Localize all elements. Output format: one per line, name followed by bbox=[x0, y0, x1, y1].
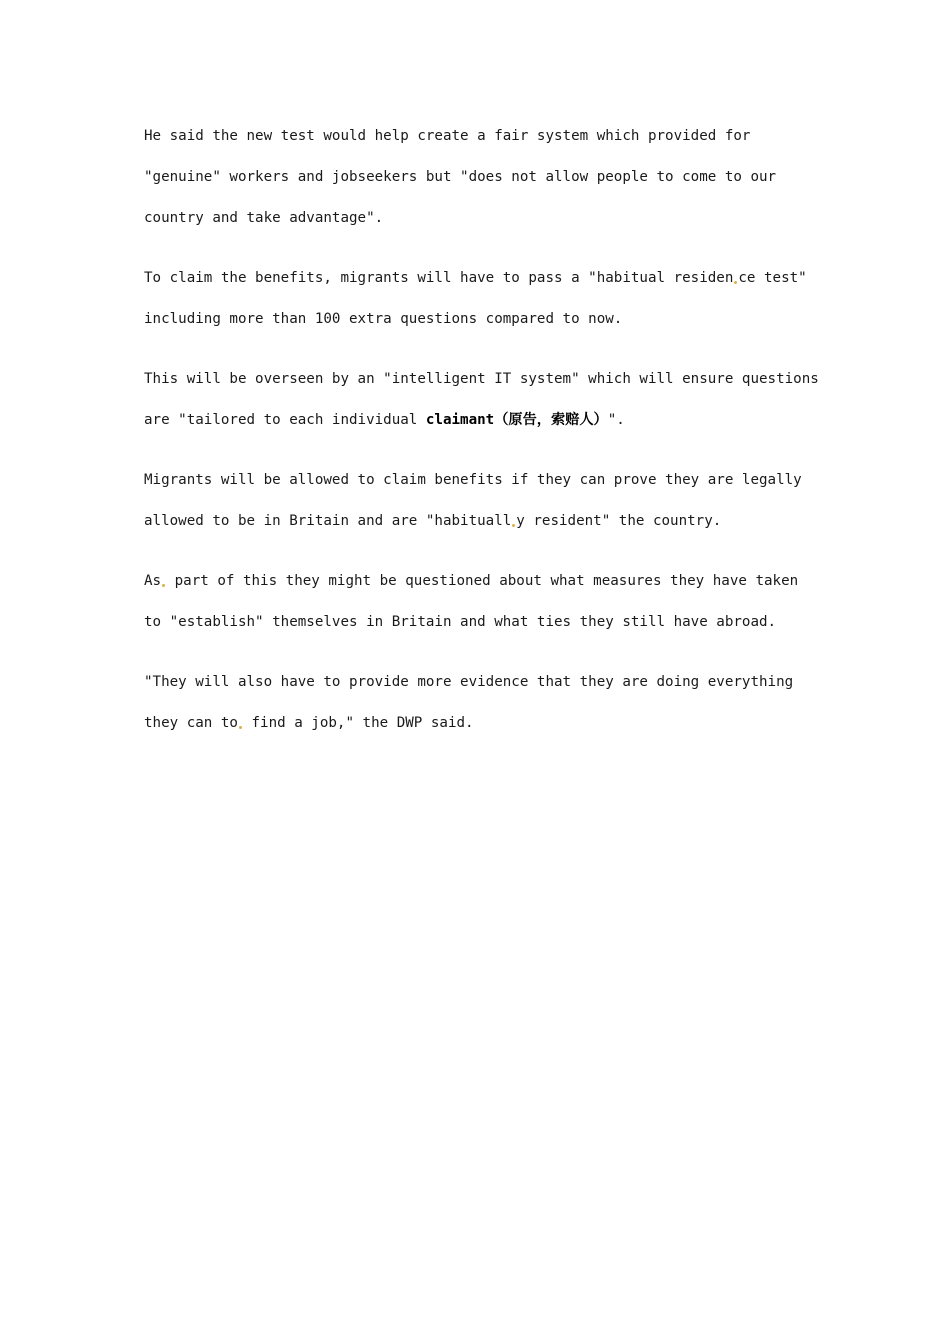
text-line: country and take advantage". bbox=[144, 210, 384, 226]
text-segment: ce test" bbox=[738, 270, 807, 286]
text-segment: To claim the benefits, migrants will have to pass a "habitual reside bbox=[144, 270, 725, 286]
text-segment: are "tailored to each individual bbox=[144, 412, 426, 428]
text-line bbox=[144, 400, 834, 441]
text-segment: As bbox=[144, 573, 162, 589]
text-segment: y resident" the country. bbox=[516, 513, 722, 529]
text-line bbox=[144, 258, 834, 299]
text-segment: n bbox=[724, 270, 734, 286]
paragraph-6 bbox=[144, 662, 834, 744]
paragraph-3 bbox=[144, 359, 834, 441]
text-segment: part of this they might be questioned about what measures they have taken bbox=[166, 573, 799, 589]
annotation-marker-icon bbox=[239, 726, 242, 729]
text-line: "genuine" workers and jobseekers but "does not allow people to come to our bbox=[144, 169, 777, 185]
text-segment: ". bbox=[607, 412, 625, 428]
text-line: Migrants will be allowed to claim benefits if they can prove they are legally bbox=[144, 472, 802, 488]
annotation-marker-icon bbox=[512, 524, 515, 527]
paragraph-5 bbox=[144, 561, 834, 643]
text-segment: find a job," the DWP said. bbox=[242, 715, 474, 731]
paragraph-4 bbox=[144, 460, 834, 542]
text-line: He said the new test would help create a fair system which provided for bbox=[144, 128, 751, 144]
annotation-marker-icon bbox=[734, 281, 737, 284]
text-line: to "establish" themselves in Britain and what ties they still have abroad. bbox=[144, 614, 777, 630]
text-line: "They will also have to provide more evidence that they are doing everything bbox=[144, 674, 794, 690]
text-segment: allowed to be in Britain and are "habituall bbox=[144, 513, 512, 529]
paragraph-1 bbox=[144, 116, 834, 239]
text-line bbox=[144, 703, 834, 744]
text-segment: they can to bbox=[144, 715, 238, 731]
document-page bbox=[144, 116, 834, 763]
annotation-marker-icon bbox=[162, 584, 165, 587]
text-line: This will be overseen by an "intelligent IT system" which will ensure questions bbox=[144, 371, 819, 387]
vocabulary-term: claimant（原告，索赔人） bbox=[425, 412, 608, 428]
paragraph-2 bbox=[144, 258, 834, 340]
text-line: including more than 100 extra questions compared to now. bbox=[144, 311, 623, 327]
text-line bbox=[144, 501, 834, 542]
text-line bbox=[144, 561, 834, 602]
